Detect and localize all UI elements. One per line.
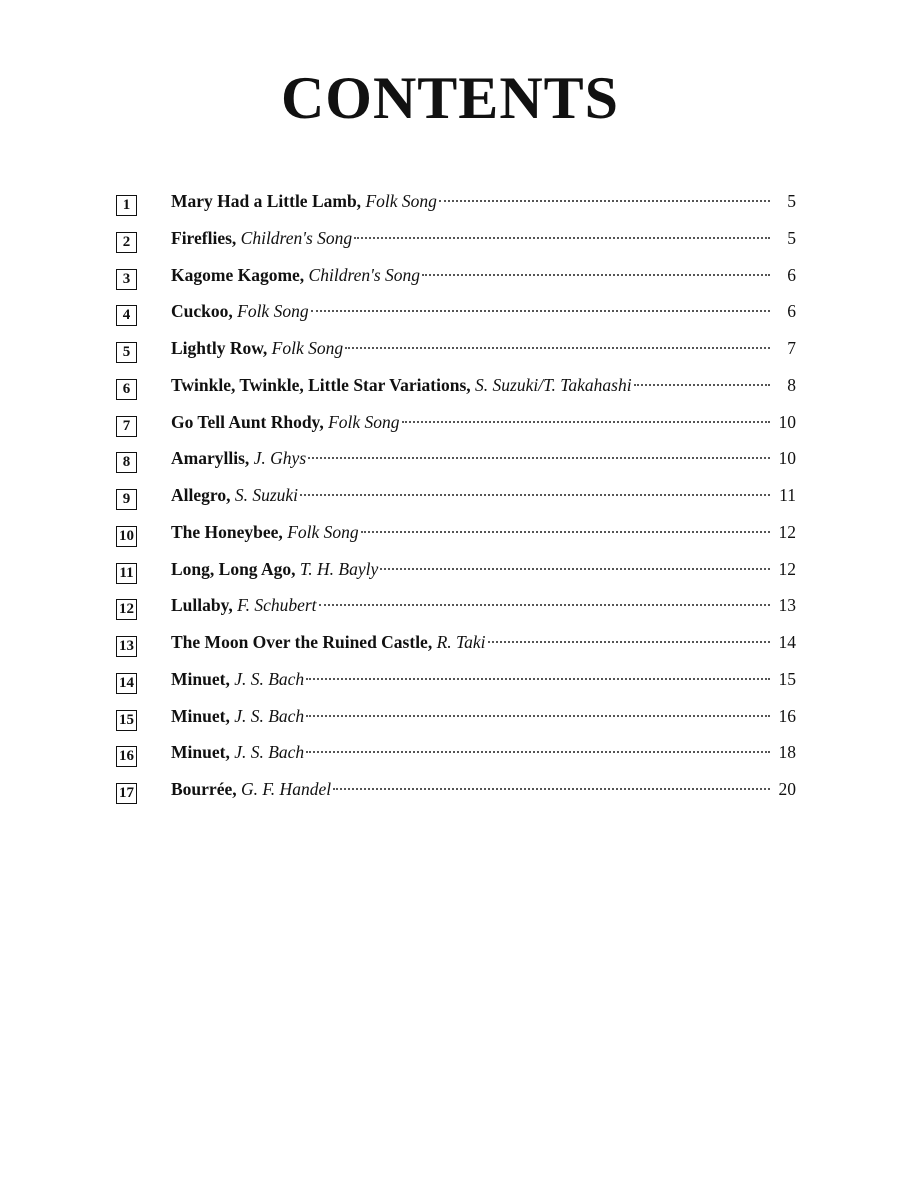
page-number: 16 (778, 705, 796, 726)
song-composer: Folk Song (287, 521, 359, 542)
entry-text (171, 738, 304, 766)
dot-leader (402, 421, 770, 423)
page-number: 5 (787, 227, 796, 248)
dot-leader (306, 678, 770, 680)
song-title: Lullaby, (171, 595, 233, 616)
dot-leader (319, 604, 770, 606)
song-composer: Folk Song (328, 411, 400, 432)
song-title: Cuckoo, (171, 301, 233, 322)
toc-entry (116, 444, 796, 481)
song-composer: G. F. Handel (240, 779, 332, 799)
page-number: 12 (778, 558, 796, 579)
toc-entry (116, 224, 796, 261)
song-title: Go Tell Aunt Rhody, (171, 411, 324, 432)
song-title: The Honeybee, (171, 521, 283, 542)
toc-entry (116, 775, 796, 812)
entry-text (171, 261, 420, 289)
song-composer: Children's Song (308, 264, 421, 285)
song-composer: S. Suzuki (234, 485, 299, 505)
dot-leader (354, 237, 770, 239)
song-composer: T. H. Bayly (299, 558, 379, 579)
dot-leader (361, 531, 770, 533)
dot-leader (439, 200, 770, 202)
song-number-box: 16 (116, 746, 137, 767)
song-number-box: 5 (116, 342, 137, 363)
entry-text (171, 665, 304, 693)
song-title: Minuet, (171, 742, 230, 763)
song-title: Minuet, (171, 705, 230, 726)
toc-entry (116, 665, 796, 702)
table-of-contents (116, 187, 796, 812)
toc-entry (116, 702, 796, 739)
song-number-box: 6 (116, 379, 137, 400)
song-title: Lightly Row, (171, 338, 268, 358)
song-number-box: 9 (116, 489, 137, 510)
song-number-box: 3 (116, 269, 137, 290)
dot-leader (311, 310, 770, 312)
song-title: Fireflies, (171, 227, 237, 248)
entry-text (171, 555, 378, 583)
song-number-box: 13 (116, 636, 137, 657)
song-number-box: 7 (116, 416, 137, 437)
song-composer: Children's Song (240, 227, 353, 248)
page-number: 18 (778, 742, 796, 763)
page-number: 8 (787, 374, 796, 395)
toc-entry (116, 738, 796, 775)
dot-leader (300, 494, 770, 496)
song-number-box: 17 (116, 783, 137, 804)
page-number: 7 (787, 338, 796, 358)
entry-text (171, 591, 317, 619)
toc-entry (116, 408, 796, 445)
song-number-box: 14 (116, 673, 137, 694)
entry-text (171, 297, 309, 325)
toc-entry (116, 518, 796, 555)
entry-text (171, 775, 331, 803)
entry-text (171, 444, 306, 472)
page-number: 15 (778, 668, 796, 689)
song-composer: J. Ghys (253, 448, 307, 469)
entry-text (171, 224, 352, 252)
page-number: 13 (778, 595, 796, 616)
dot-leader (333, 788, 770, 790)
song-title: Minuet, (171, 668, 230, 689)
toc-entry (116, 481, 796, 518)
toc-entry (116, 628, 796, 665)
entry-text (171, 481, 298, 509)
song-number-box: 8 (116, 452, 137, 473)
toc-entry (116, 261, 796, 298)
dot-leader (422, 274, 770, 276)
dot-leader (308, 457, 770, 459)
song-number-box: 11 (116, 563, 137, 584)
dot-leader (488, 641, 770, 643)
page-number: 10 (778, 448, 796, 469)
song-number-box: 2 (116, 232, 137, 253)
song-composer: R. Taki (436, 632, 486, 652)
song-composer: J. S. Bach (234, 705, 305, 726)
song-composer: S. Suzuki/T. Takahashi (475, 374, 632, 395)
toc-entry (116, 555, 796, 592)
dot-leader (634, 384, 770, 386)
dot-leader (345, 347, 770, 349)
toc-entry (116, 297, 796, 334)
song-composer: Folk Song (271, 338, 344, 358)
dot-leader (306, 751, 770, 753)
song-composer: J. S. Bach (234, 742, 305, 763)
toc-entry (116, 187, 796, 224)
song-composer: F. Schubert (237, 595, 317, 616)
song-title: Amaryllis, (171, 448, 250, 469)
song-title: Mary Had a Little Lamb, (171, 191, 362, 211)
song-title: Kagome Kagome, (171, 264, 305, 285)
page-number: 10 (778, 411, 796, 432)
song-composer: Folk Song (237, 301, 309, 322)
song-title: Bourrée, (171, 779, 237, 799)
toc-entry (116, 334, 796, 371)
song-composer: Folk Song (365, 191, 437, 211)
entry-text (171, 187, 437, 215)
page-number: 20 (778, 779, 796, 799)
song-title: Long, Long Ago, (171, 558, 296, 579)
page-number: 14 (778, 632, 796, 652)
song-number-box: 12 (116, 599, 137, 620)
dot-leader (306, 715, 770, 717)
song-title: The Moon Over the Ruined Castle, (171, 632, 433, 652)
song-number-box: 1 (116, 195, 137, 216)
song-composer: J. S. Bach (234, 668, 305, 689)
song-title: Twinkle, Twinkle, Little Star Variations, (171, 374, 471, 395)
song-number-box: 10 (116, 526, 137, 547)
entry-text (171, 334, 343, 362)
toc-entry (116, 591, 796, 628)
song-title: Allegro, (171, 485, 231, 505)
entry-text (171, 518, 359, 546)
dot-leader (380, 568, 770, 570)
entry-text (171, 371, 632, 399)
page-title: CONTENTS (280, 65, 620, 131)
entry-text (171, 408, 400, 436)
entry-text (171, 702, 304, 730)
page-number: 5 (787, 191, 796, 211)
page-number: 11 (779, 485, 796, 505)
song-number-box: 4 (116, 305, 137, 326)
song-number-box: 15 (116, 710, 137, 731)
entry-text (171, 628, 486, 656)
toc-entry (116, 371, 796, 408)
page-number: 6 (787, 301, 796, 322)
page-number: 6 (787, 264, 796, 285)
page-number: 12 (778, 521, 796, 542)
